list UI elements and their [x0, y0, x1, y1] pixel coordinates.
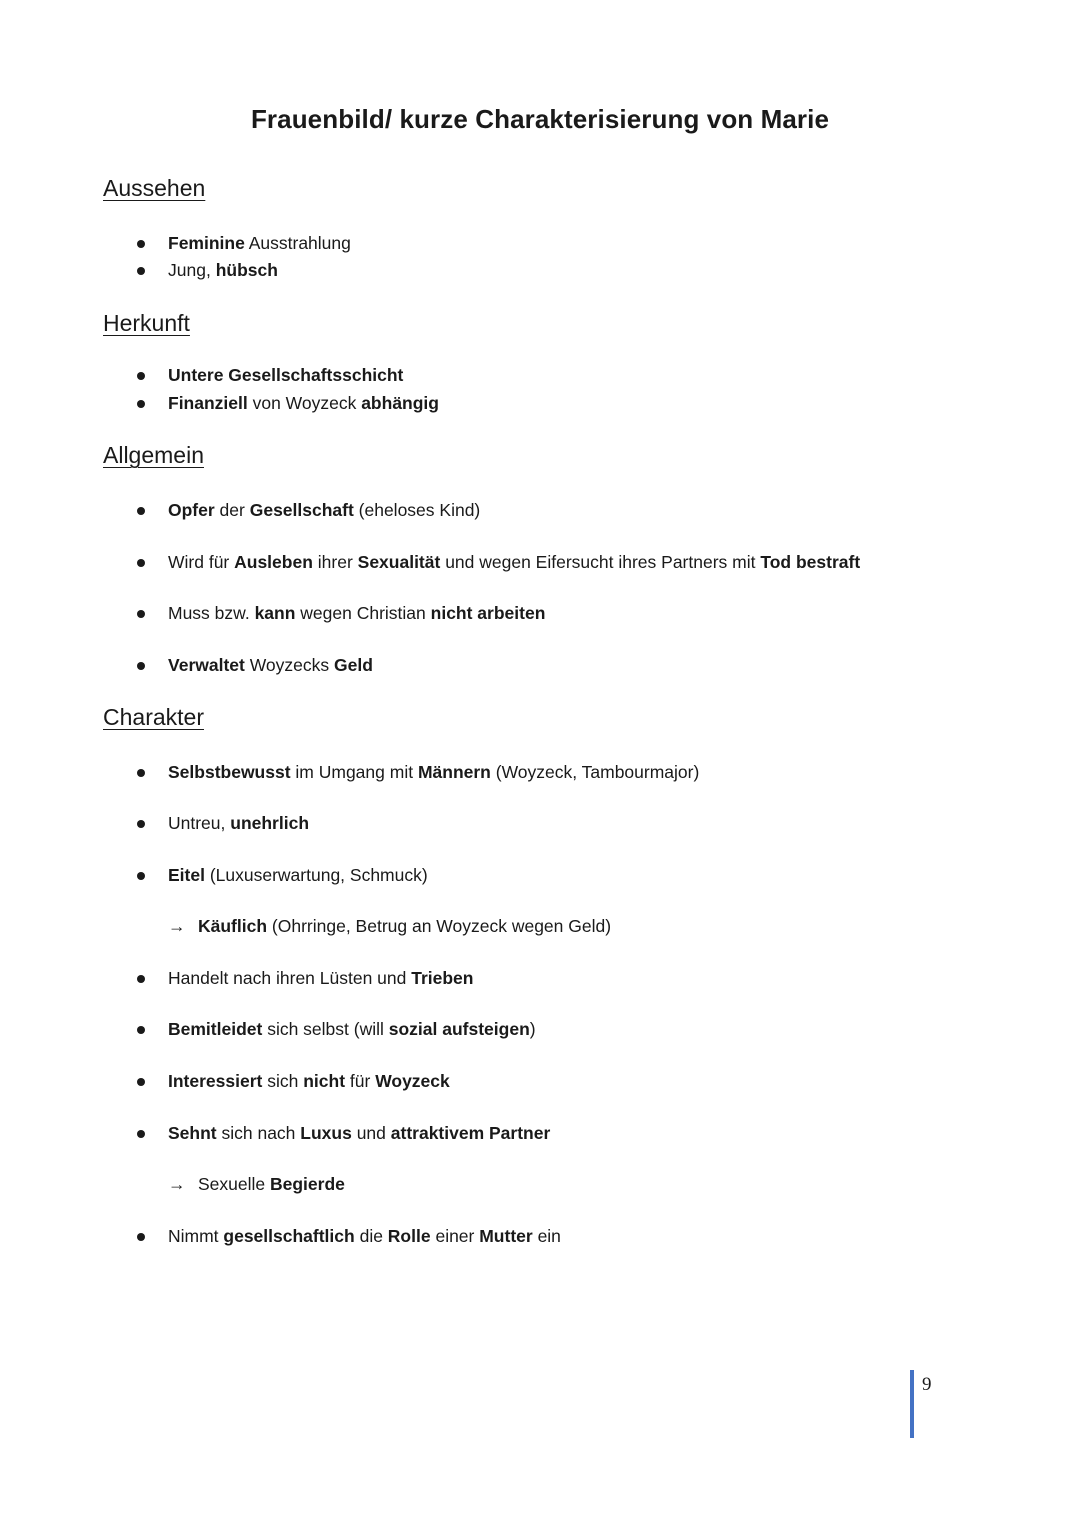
page-number: 9: [922, 1374, 932, 1395]
list-item: [168, 260, 278, 281]
bold-text: nicht: [303, 1071, 346, 1091]
bold-text: Eitel: [168, 865, 205, 885]
text-segment: einer: [430, 1226, 480, 1246]
list-item: [168, 813, 309, 834]
list-item: [168, 603, 545, 624]
bold-text: kann: [254, 603, 296, 623]
list-item: [168, 233, 351, 254]
text-segment: ihrer: [312, 552, 358, 572]
bullet-icon: [137, 1078, 145, 1086]
bullet-icon: [137, 1026, 145, 1034]
bold-text: Bemitleidet: [168, 1019, 263, 1039]
bold-text: attraktivem Partner: [390, 1123, 551, 1143]
text-segment: Wird für: [168, 552, 235, 572]
section-heading-charakter: Charakter: [103, 704, 204, 730]
bold-text: Verwaltet: [168, 655, 245, 675]
bold-text: Begierde: [270, 1174, 345, 1194]
list-item: [168, 968, 473, 989]
bullet-icon: [137, 820, 145, 828]
bold-text: Trieben: [411, 968, 474, 988]
text-segment: sich selbst (will: [262, 1019, 389, 1039]
text-segment: Woyzecks: [244, 655, 334, 675]
arrow-right-icon: →: [168, 916, 186, 936]
bold-text: Opfer: [168, 500, 215, 520]
bold-text: Ausleben: [234, 552, 313, 572]
sub-item: [168, 1174, 345, 1195]
text-segment: (Woyzeck, Tambourmajor): [490, 762, 700, 782]
section-heading-herkunft: Herkunft: [103, 310, 190, 336]
text-segment: Muss bzw.: [168, 603, 255, 623]
bullet-icon: [137, 240, 145, 248]
text-segment: sich: [262, 1071, 304, 1091]
text-segment: Jung,: [168, 260, 216, 280]
list-item: [168, 1071, 450, 1092]
text-segment: Sexuelle: [198, 1174, 270, 1194]
text-segment: Ausstrahlung: [244, 233, 351, 253]
bullet-icon: [137, 975, 145, 983]
bullet-icon: [137, 507, 145, 515]
section-heading-allgemein: Allgemein: [103, 442, 204, 468]
sub-item-text: [198, 916, 611, 936]
bullet-icon: [137, 872, 145, 880]
bold-text: Woyzeck: [375, 1071, 450, 1091]
text-segment: sich nach: [216, 1123, 301, 1143]
text-segment: im Umgang mit: [290, 762, 418, 782]
list-item: [168, 393, 439, 414]
text-segment: (eheloses Kind): [353, 500, 481, 520]
list-item: [168, 500, 480, 521]
section-heading-aussehen: Aussehen: [103, 175, 206, 201]
text-segment: der: [214, 500, 250, 520]
bullet-icon: [137, 559, 145, 567]
list-item: [168, 1226, 561, 1247]
bold-text: Käuflich: [198, 916, 268, 936]
page-number-bar: [910, 1370, 914, 1438]
list-item: [168, 365, 403, 386]
bullet-icon: [137, 1130, 145, 1138]
bullet-icon: [137, 372, 145, 380]
text-segment: Untreu,: [168, 813, 231, 833]
bullet-icon: [137, 769, 145, 777]
bold-text: Mutter: [479, 1226, 533, 1246]
arrow-right-icon: →: [168, 1174, 186, 1194]
bullet-icon: [137, 1233, 145, 1241]
bold-text: Männern: [417, 762, 491, 782]
bullet-icon: [137, 610, 145, 618]
list-item: [168, 865, 428, 886]
text-segment: die: [354, 1226, 388, 1246]
bold-text: hübsch: [215, 260, 278, 280]
sub-item-text: [198, 1174, 345, 1194]
list-item: [168, 552, 860, 573]
text-segment: wegen Christian: [295, 603, 431, 623]
bold-text: Finanziell: [168, 393, 248, 413]
bold-text: Luxus: [300, 1123, 352, 1143]
sub-item: [168, 916, 611, 937]
bold-text: Sehnt: [168, 1123, 217, 1143]
bold-text: Untere Gesellschaftsschicht: [168, 365, 404, 385]
bold-text: Gesellschaft: [249, 500, 354, 520]
text-segment: Handelt nach ihren Lüsten und: [168, 968, 412, 988]
bold-text: Sexualität: [357, 552, 441, 572]
text-segment: (Ohrringe, Betrug an Woyzeck wegen Geld): [267, 916, 612, 936]
text-segment: für: [345, 1071, 376, 1091]
list-item: [168, 1019, 536, 1040]
list-item: [168, 1123, 550, 1144]
list-item: [168, 655, 373, 676]
bold-text: abhängig: [361, 393, 439, 413]
text-segment: Nimmt: [168, 1226, 224, 1246]
bold-text: gesellschaftlich: [223, 1226, 355, 1246]
text-segment: ein: [532, 1226, 561, 1246]
bold-text: unehrlich: [230, 813, 310, 833]
bold-text: sozial aufsteigen: [388, 1019, 530, 1039]
text-segment: ): [529, 1019, 536, 1039]
bullet-icon: [137, 267, 145, 275]
bullet-icon: [137, 662, 145, 670]
page-title: Frauenbild/ kurze Charakterisierung von Marie: [250, 104, 830, 134]
bold-text: Geld: [334, 655, 373, 675]
list-item: [168, 762, 699, 783]
bold-text: Interessiert: [168, 1071, 263, 1091]
bullet-icon: [137, 400, 145, 408]
bold-text: Feminine: [168, 233, 245, 253]
bold-text: Rolle: [387, 1226, 431, 1246]
bold-text: Tod bestraft: [760, 552, 861, 572]
text-segment: (Luxuserwartung, Schmuck): [204, 865, 428, 885]
text-segment: von Woyzeck: [247, 393, 362, 413]
bold-text: nicht arbeiten: [430, 603, 546, 623]
text-segment: und wegen Eifersucht ihres Partners mit: [440, 552, 761, 572]
text-segment: und: [351, 1123, 391, 1143]
bold-text: Selbstbewusst: [168, 762, 291, 782]
